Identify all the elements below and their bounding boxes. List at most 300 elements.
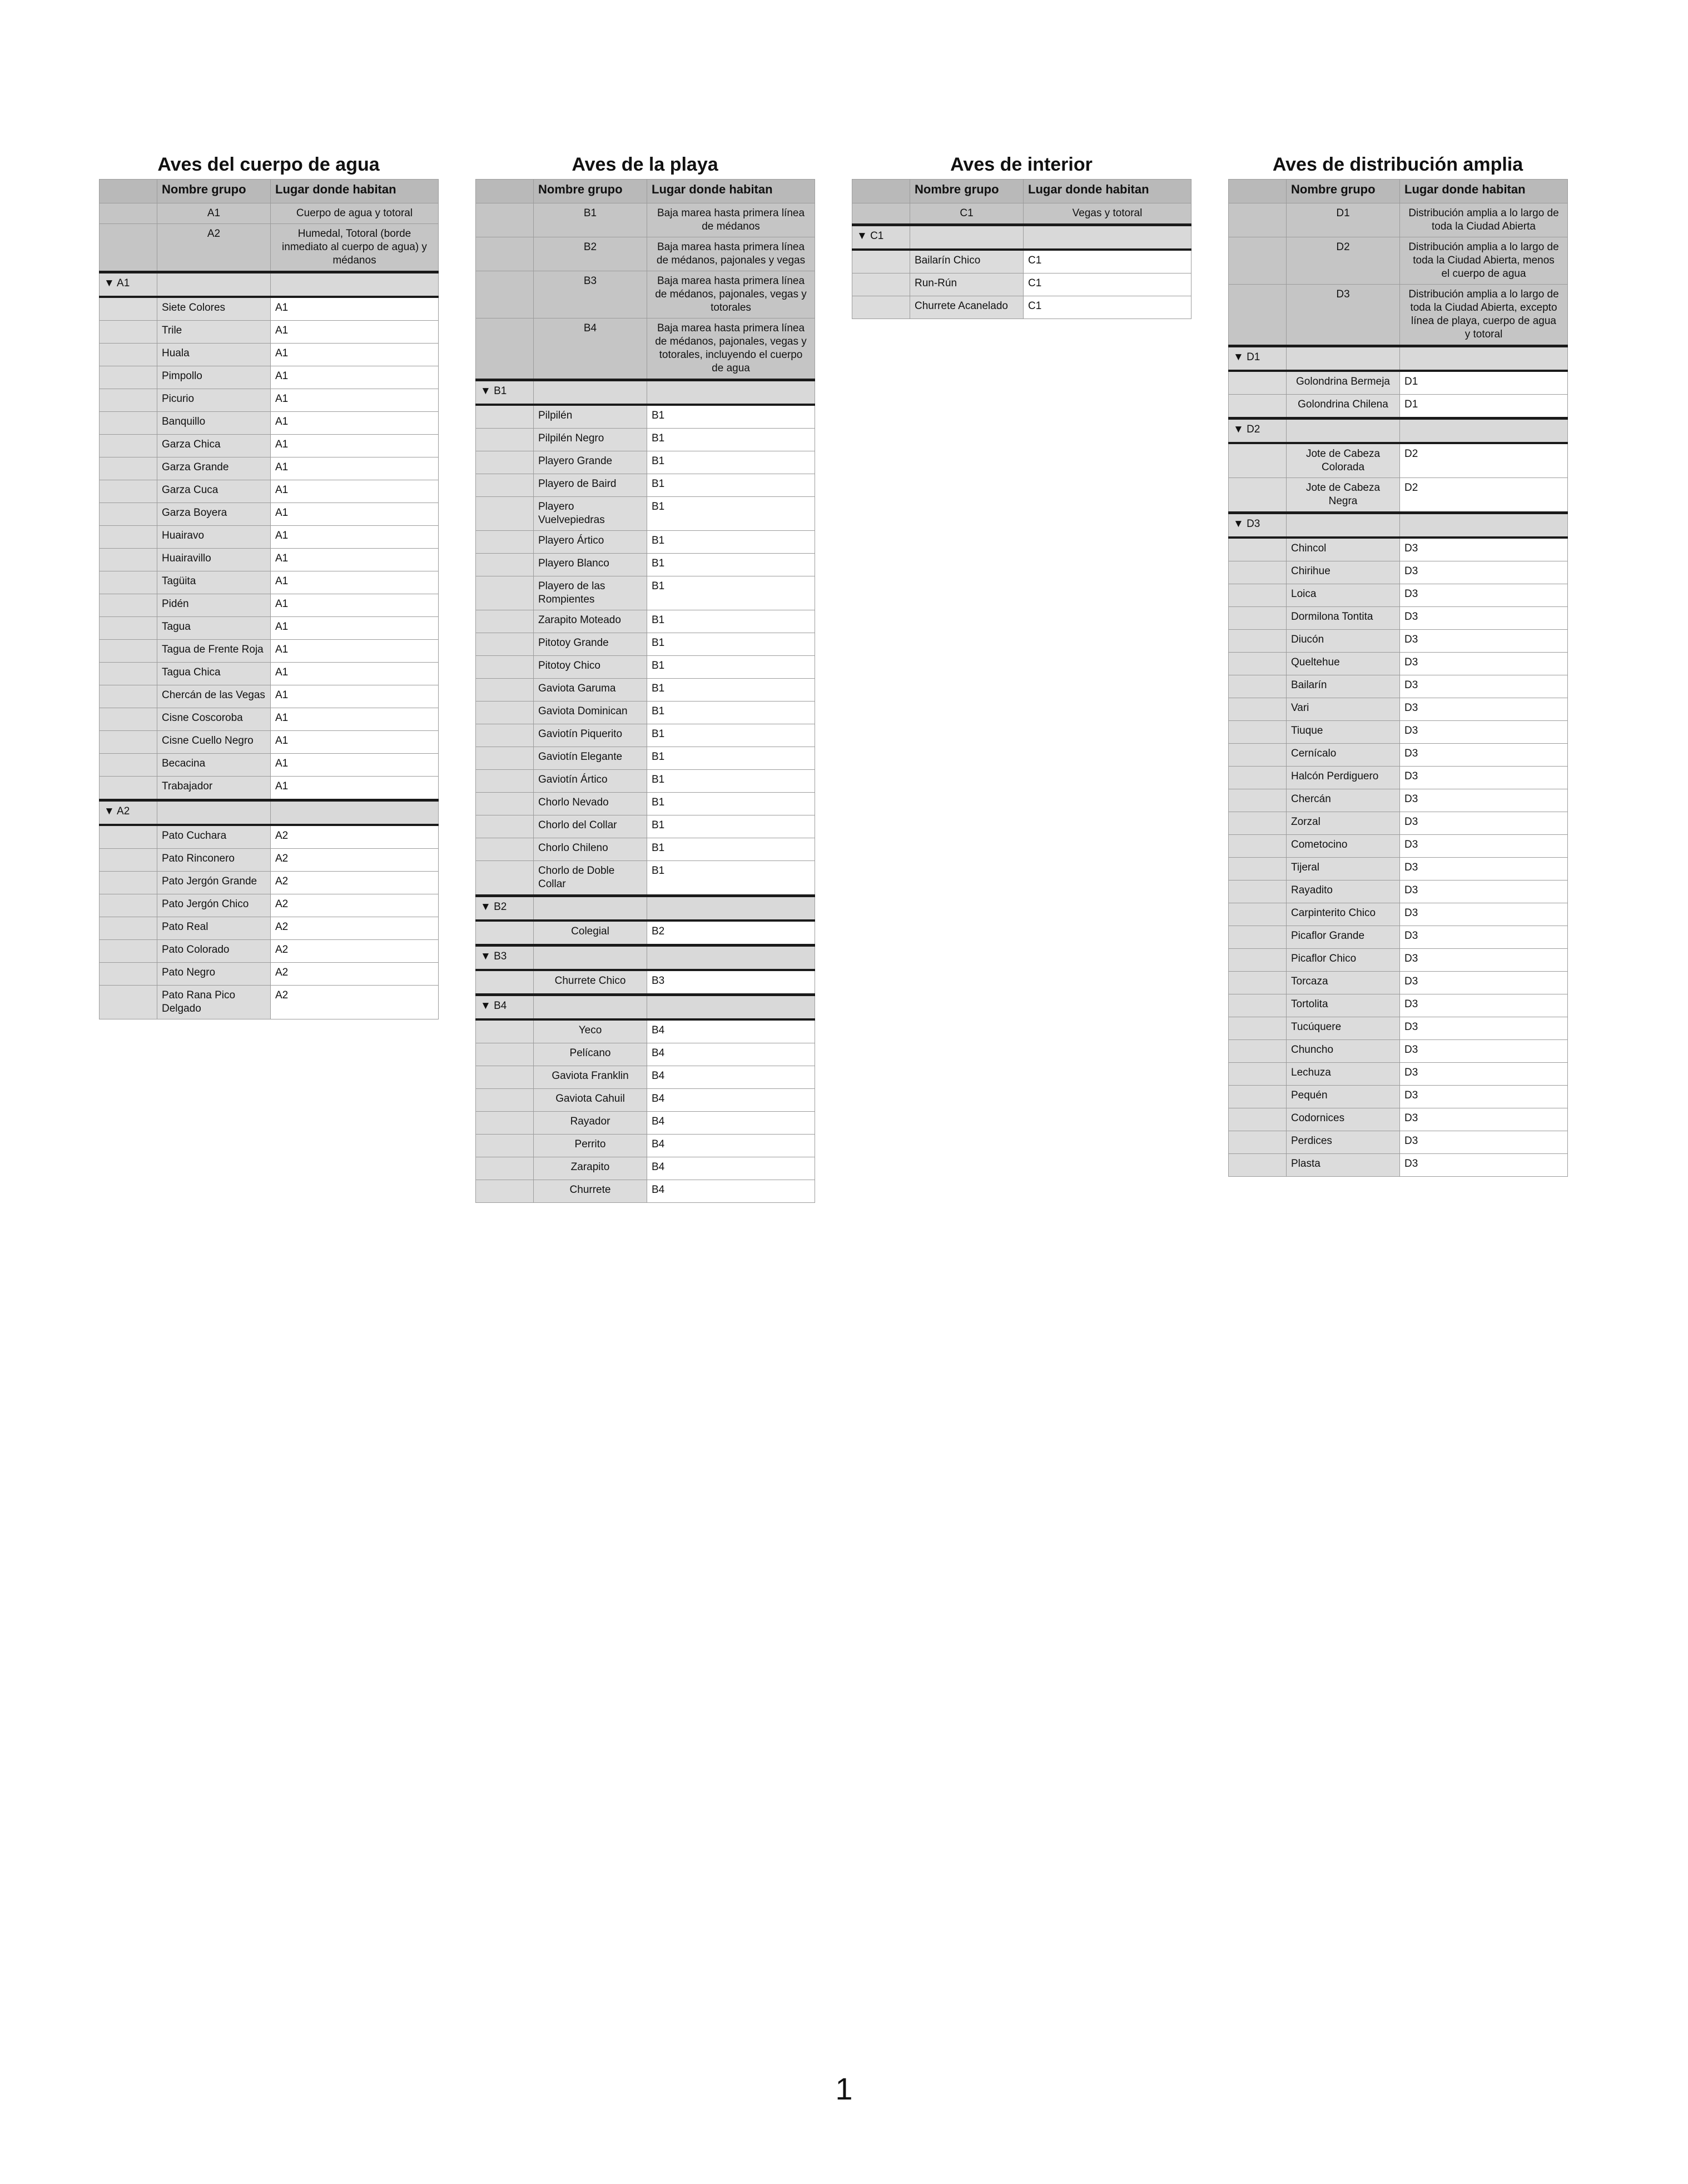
row-blank-cell: [100, 594, 157, 617]
group-blank-cell: [647, 380, 815, 405]
table-row: [100, 571, 439, 594]
bird-group-code: B1: [647, 576, 815, 610]
bird-group-code: B1: [647, 770, 815, 793]
row-blank-cell: [100, 640, 157, 663]
bird-table: [1228, 179, 1568, 1177]
table-cuerpo-de-agua: [99, 150, 438, 1019]
bird-name: Loica: [1287, 584, 1400, 607]
row-blank-cell: [476, 793, 534, 815]
bird-group-code: A2: [271, 917, 439, 940]
group-toggle[interactable]: ▼ B2: [476, 896, 534, 921]
bird-group-code: A2: [271, 986, 439, 1019]
bird-name: Halcón Perdiguero: [1287, 767, 1400, 789]
bird-group-code: D3: [1400, 972, 1568, 994]
table-row: [100, 457, 439, 480]
group-header-row[interactable]: [100, 272, 439, 297]
bird-group-code: B1: [647, 451, 815, 474]
bird-name: Chorlo Nevado: [534, 793, 647, 815]
bird-group-code: A1: [271, 344, 439, 366]
bird-name: Lechuza: [1287, 1063, 1400, 1086]
header-row: [476, 180, 815, 203]
table-row: [100, 297, 439, 321]
row-blank-cell: [1229, 698, 1287, 721]
table-row: [1229, 395, 1568, 419]
table-row: [476, 747, 815, 770]
group-toggle[interactable]: ▼ D2: [1229, 419, 1287, 444]
bird-name: Playero de las Rompientes: [534, 576, 647, 610]
bird-group-code: A1: [271, 457, 439, 480]
row-blank-cell: [100, 435, 157, 457]
bird-name: Dormilona Tontita: [1287, 607, 1400, 630]
table-row: [100, 321, 439, 344]
bird-group-code: A2: [271, 872, 439, 894]
header-group-name: Nombre grupo: [910, 180, 1024, 203]
group-header-row[interactable]: [476, 946, 815, 971]
table-row: [476, 405, 815, 429]
bird-name: Pelícano: [534, 1043, 647, 1066]
table-row: [100, 685, 439, 708]
bird-name: Gaviota Franklin: [534, 1066, 647, 1089]
definition-blank-cell: [476, 319, 534, 380]
definition-blank-cell: [100, 203, 157, 224]
bird-group-code: A2: [271, 894, 439, 917]
definition-row: [1229, 237, 1568, 285]
row-blank-cell: [476, 861, 534, 896]
bird-name: Trabajador: [157, 777, 271, 800]
row-blank-cell: [476, 724, 534, 747]
bird-group-code: B4: [647, 1157, 815, 1180]
bird-name: Golondrina Chilena: [1287, 395, 1400, 419]
table-row: [1229, 744, 1568, 767]
definition-code: A2: [157, 224, 271, 272]
bird-table: [99, 179, 439, 1019]
definition-code: D2: [1287, 237, 1400, 285]
bird-name: Pitotoy Chico: [534, 656, 647, 679]
definition-code: B3: [534, 271, 647, 319]
group-header-row[interactable]: [852, 225, 1191, 250]
table-row: [476, 1135, 815, 1157]
definition-code: D3: [1287, 285, 1400, 346]
definition-blank-cell: [1229, 285, 1287, 346]
bird-group-code: D3: [1400, 721, 1568, 744]
table-row: [476, 921, 815, 946]
bird-table: [852, 179, 1191, 319]
bird-name: Codornices: [1287, 1108, 1400, 1131]
table-row: [476, 702, 815, 724]
bird-name: Chercán: [1287, 789, 1400, 812]
table-row: [100, 503, 439, 526]
definition-place: Baja marea hasta primera línea de médanos, pajonales, vegas y totorales: [647, 271, 815, 319]
bird-name: Pato Jergón Grande: [157, 872, 271, 894]
bird-group-code: A1: [271, 663, 439, 685]
row-blank-cell: [1229, 880, 1287, 903]
row-blank-cell: [476, 429, 534, 451]
bird-name: Pato Rinconero: [157, 849, 271, 872]
definition-row: [1229, 285, 1568, 346]
group-blank-cell: [534, 946, 647, 971]
table-row: [1229, 371, 1568, 395]
table-row: [100, 825, 439, 849]
group-header-row[interactable]: [476, 896, 815, 921]
bird-name: Playero Ártico: [534, 531, 647, 554]
table-row: [476, 531, 815, 554]
row-blank-cell: [476, 1043, 534, 1066]
group-toggle[interactable]: ▼ D1: [1229, 346, 1287, 371]
table-row: [1229, 1131, 1568, 1154]
table-row: [1229, 584, 1568, 607]
bird-group-code: C1: [1024, 250, 1191, 273]
bird-group-code: D3: [1400, 994, 1568, 1017]
row-blank-cell: [1229, 443, 1287, 478]
bird-name: Colegial: [534, 921, 647, 946]
table-row: [1229, 698, 1568, 721]
header-habitat: Lugar donde habitan: [1024, 180, 1191, 203]
bird-group-code: D3: [1400, 653, 1568, 675]
group-header-row[interactable]: [1229, 419, 1568, 444]
bird-group-code: D1: [1400, 395, 1568, 419]
table-row: [100, 849, 439, 872]
table-row: [100, 708, 439, 731]
row-blank-cell: [1229, 858, 1287, 880]
header-row: [100, 180, 439, 203]
row-blank-cell: [100, 297, 157, 321]
table-row: [100, 986, 439, 1019]
table-row: [1229, 994, 1568, 1017]
row-blank-cell: [1229, 607, 1287, 630]
bird-table: [475, 179, 815, 1203]
bird-group-code: A1: [271, 640, 439, 663]
bird-name: Pato Negro: [157, 963, 271, 986]
row-blank-cell: [476, 702, 534, 724]
table-row: [852, 296, 1191, 319]
bird-group-code: B4: [647, 1112, 815, 1135]
row-blank-cell: [100, 731, 157, 754]
bird-name: Gaviotín Elegante: [534, 747, 647, 770]
bird-name: Tagua de Frente Roja: [157, 640, 271, 663]
table-title: Aves de interior: [950, 154, 1093, 175]
bird-group-code: A1: [271, 754, 439, 777]
bird-group-code: A1: [271, 435, 439, 457]
group-toggle[interactable]: ▼ B3: [476, 946, 534, 971]
table-row: [476, 497, 815, 531]
row-blank-cell: [476, 1180, 534, 1203]
bird-group-code: B4: [647, 1066, 815, 1089]
table-row: [476, 610, 815, 633]
bird-group-code: C1: [1024, 273, 1191, 296]
row-blank-cell: [476, 1066, 534, 1089]
bird-group-code: A1: [271, 685, 439, 708]
row-blank-cell: [1229, 835, 1287, 858]
definition-row: [100, 203, 439, 224]
bird-group-code: A1: [271, 549, 439, 571]
bird-name: Chorlo de Doble Collar: [534, 861, 647, 896]
group-blank-cell: [910, 225, 1024, 250]
bird-name: Garza Grande: [157, 457, 271, 480]
bird-group-code: A2: [271, 940, 439, 963]
bird-group-code: A1: [271, 708, 439, 731]
table-row: [476, 861, 815, 896]
table-row: [476, 970, 815, 995]
table-row: [476, 1089, 815, 1112]
header-habitat: Lugar donde habitan: [1400, 180, 1568, 203]
bird-group-code: B1: [647, 474, 815, 497]
bird-name: Tagua: [157, 617, 271, 640]
bird-name: Gaviota Garuma: [534, 679, 647, 702]
group-blank-cell: [271, 800, 439, 825]
bird-name: Plasta: [1287, 1154, 1400, 1177]
bird-name: Rayador: [534, 1112, 647, 1135]
group-blank-cell: [647, 946, 815, 971]
row-blank-cell: [1229, 721, 1287, 744]
header-group-name: Nombre grupo: [534, 180, 647, 203]
row-blank-cell: [100, 825, 157, 849]
table-row: [1229, 880, 1568, 903]
bird-group-code: B1: [647, 405, 815, 429]
row-blank-cell: [1229, 1086, 1287, 1108]
table-row: [100, 872, 439, 894]
table-row: [100, 526, 439, 549]
row-blank-cell: [1229, 994, 1287, 1017]
group-blank-cell: [1287, 419, 1400, 444]
bird-name: Zarapito Moteado: [534, 610, 647, 633]
bird-name: Pequén: [1287, 1086, 1400, 1108]
bird-group-code: B4: [647, 1135, 815, 1157]
bird-group-code: A1: [271, 503, 439, 526]
group-header-row[interactable]: [1229, 346, 1568, 371]
bird-group-code: D3: [1400, 1063, 1568, 1086]
table-row: [1229, 835, 1568, 858]
row-blank-cell: [1229, 371, 1287, 395]
bird-name: Carpinterito Chico: [1287, 903, 1400, 926]
row-blank-cell: [476, 1089, 534, 1112]
bird-name: Playero de Baird: [534, 474, 647, 497]
bird-group-code: D3: [1400, 1154, 1568, 1177]
row-blank-cell: [476, 815, 534, 838]
table-row: [1229, 1040, 1568, 1063]
row-blank-cell: [476, 921, 534, 946]
table-distribucion-amplia: [1228, 150, 1567, 1177]
bird-name: Gaviota Cahuil: [534, 1089, 647, 1112]
row-blank-cell: [476, 531, 534, 554]
row-blank-cell: [476, 770, 534, 793]
group-header-row[interactable]: [1229, 513, 1568, 538]
bird-name: Tucúquere: [1287, 1017, 1400, 1040]
group-header-row[interactable]: [476, 995, 815, 1020]
header-blank-cell: [852, 180, 910, 203]
definition-place: Distribución amplia a lo largo de toda la Ciudad Abierta: [1400, 203, 1568, 237]
bird-name: Tijeral: [1287, 858, 1400, 880]
table-row: [1229, 1017, 1568, 1040]
definition-blank-cell: [852, 203, 910, 225]
bird-group-code: D3: [1400, 1017, 1568, 1040]
table-row: [476, 656, 815, 679]
bird-name: Picaflor Grande: [1287, 926, 1400, 949]
bird-name: Chercán de las Vegas: [157, 685, 271, 708]
group-toggle[interactable]: ▼ A1: [100, 272, 157, 297]
group-toggle[interactable]: ▼ D3: [1229, 513, 1287, 538]
group-blank-cell: [157, 800, 271, 825]
row-blank-cell: [1229, 1040, 1287, 1063]
bird-name: Bailarín: [1287, 675, 1400, 698]
row-blank-cell: [1229, 653, 1287, 675]
bird-group-code: B1: [647, 861, 815, 896]
table-row: [100, 754, 439, 777]
bird-group-code: B1: [647, 610, 815, 633]
bird-name: Tortolita: [1287, 994, 1400, 1017]
row-blank-cell: [476, 610, 534, 633]
bird-name: Cometocino: [1287, 835, 1400, 858]
header-blank-cell: [476, 180, 534, 203]
table-row: [476, 1157, 815, 1180]
bird-name: Pilpilén: [534, 405, 647, 429]
bird-name: Churrete Acanelado: [910, 296, 1024, 319]
group-toggle[interactable]: ▼ C1: [852, 225, 910, 250]
table-row: [1229, 1086, 1568, 1108]
bird-group-code: A2: [271, 963, 439, 986]
row-blank-cell: [100, 549, 157, 571]
row-blank-cell: [476, 474, 534, 497]
group-blank-cell: [647, 896, 815, 921]
bird-name: Chorlo Chileno: [534, 838, 647, 861]
bird-name: Diucón: [1287, 630, 1400, 653]
bird-name: Pimpollo: [157, 366, 271, 389]
bird-name: Pitotoy Grande: [534, 633, 647, 656]
row-blank-cell: [100, 321, 157, 344]
row-blank-cell: [476, 1019, 534, 1043]
header-group-name: Nombre grupo: [1287, 180, 1400, 203]
bird-name: Pato Jergón Chico: [157, 894, 271, 917]
table-row: [100, 435, 439, 457]
table-row: [1229, 767, 1568, 789]
bird-group-code: A1: [271, 571, 439, 594]
bird-group-code: D3: [1400, 538, 1568, 561]
table-row: [476, 429, 815, 451]
table-row: [852, 273, 1191, 296]
row-blank-cell: [1229, 1154, 1287, 1177]
bird-name: Playero Vuelvepiedras: [534, 497, 647, 531]
bird-group-code: D3: [1400, 949, 1568, 972]
row-blank-cell: [100, 917, 157, 940]
table-row: [1229, 478, 1568, 513]
table-row: [852, 250, 1191, 273]
bird-name: Huairavo: [157, 526, 271, 549]
bird-group-code: A1: [271, 526, 439, 549]
table-row: [100, 617, 439, 640]
bird-group-code: D3: [1400, 858, 1568, 880]
row-blank-cell: [100, 685, 157, 708]
bird-name: Zarapito: [534, 1157, 647, 1180]
table-row: [476, 1180, 815, 1203]
group-header-row[interactable]: [100, 800, 439, 825]
bird-name: Picurio: [157, 389, 271, 412]
bird-group-code: B1: [647, 656, 815, 679]
definition-row: [476, 271, 815, 319]
definition-place: Distribución amplia a lo largo de toda la Ciudad Abierta, excepto línea de playa, cuerpo de agua y totoral: [1400, 285, 1568, 346]
row-blank-cell: [100, 389, 157, 412]
group-blank-cell: [1024, 225, 1191, 250]
group-toggle[interactable]: ▼ B4: [476, 995, 534, 1020]
bird-group-code: A2: [271, 825, 439, 849]
bird-name: Jote de Cabeza Negra: [1287, 478, 1400, 513]
row-blank-cell: [100, 412, 157, 435]
table-row: [1229, 1108, 1568, 1131]
row-blank-cell: [476, 497, 534, 531]
header-row: [852, 180, 1191, 203]
bird-name: Perrito: [534, 1135, 647, 1157]
bird-group-code: A1: [271, 777, 439, 800]
group-blank-cell: [647, 995, 815, 1020]
bird-name: Huala: [157, 344, 271, 366]
bird-group-code: B2: [647, 921, 815, 946]
bird-name: Tiuque: [1287, 721, 1400, 744]
row-blank-cell: [1229, 767, 1287, 789]
row-blank-cell: [1229, 538, 1287, 561]
row-blank-cell: [1229, 949, 1287, 972]
table-title: Aves de distribución amplia: [1272, 154, 1523, 175]
row-blank-cell: [100, 617, 157, 640]
bird-name: Pidén: [157, 594, 271, 617]
bird-group-code: D3: [1400, 584, 1568, 607]
bird-group-code: D2: [1400, 478, 1568, 513]
bird-group-code: D3: [1400, 812, 1568, 835]
bird-name: Playero Blanco: [534, 554, 647, 576]
header-blank-cell: [100, 180, 157, 203]
group-toggle[interactable]: ▼ A2: [100, 800, 157, 825]
table-row: [476, 1043, 815, 1066]
group-blank-cell: [1400, 419, 1568, 444]
table-row: [1229, 903, 1568, 926]
bird-group-code: B1: [647, 679, 815, 702]
bird-group-code: B1: [647, 633, 815, 656]
bird-group-code: B1: [647, 531, 815, 554]
table-row: [100, 640, 439, 663]
row-blank-cell: [100, 571, 157, 594]
definition-row: [476, 319, 815, 380]
group-blank-cell: [1287, 513, 1400, 538]
bird-group-code: B1: [647, 554, 815, 576]
table-row: [100, 663, 439, 685]
table-row: [476, 815, 815, 838]
table-row: [1229, 949, 1568, 972]
bird-group-code: D3: [1400, 835, 1568, 858]
row-blank-cell: [1229, 744, 1287, 767]
bird-group-code: A1: [271, 731, 439, 754]
group-header-row[interactable]: [476, 380, 815, 405]
definition-place: Baja marea hasta primera línea de médanos, pajonales, vegas y totorales, incluyendo el cuerpo de agua: [647, 319, 815, 380]
definition-place: Baja marea hasta primera línea de médanos: [647, 203, 815, 237]
table-row: [1229, 926, 1568, 949]
bird-name: Chincol: [1287, 538, 1400, 561]
bird-name: Yeco: [534, 1019, 647, 1043]
table-row: [476, 554, 815, 576]
group-blank-cell: [157, 272, 271, 297]
row-blank-cell: [476, 1112, 534, 1135]
bird-name: Siete Colores: [157, 297, 271, 321]
bird-group-code: D3: [1400, 903, 1568, 926]
row-blank-cell: [100, 663, 157, 685]
row-blank-cell: [100, 849, 157, 872]
table-row: [1229, 972, 1568, 994]
row-blank-cell: [1229, 1108, 1287, 1131]
group-toggle[interactable]: ▼ B1: [476, 380, 534, 405]
bird-group-code: D3: [1400, 607, 1568, 630]
group-blank-cell: [1400, 346, 1568, 371]
bird-group-code: B3: [647, 970, 815, 995]
bird-group-code: B1: [647, 724, 815, 747]
bird-group-code: B4: [647, 1019, 815, 1043]
group-blank-cell: [1287, 346, 1400, 371]
bird-group-code: D3: [1400, 630, 1568, 653]
